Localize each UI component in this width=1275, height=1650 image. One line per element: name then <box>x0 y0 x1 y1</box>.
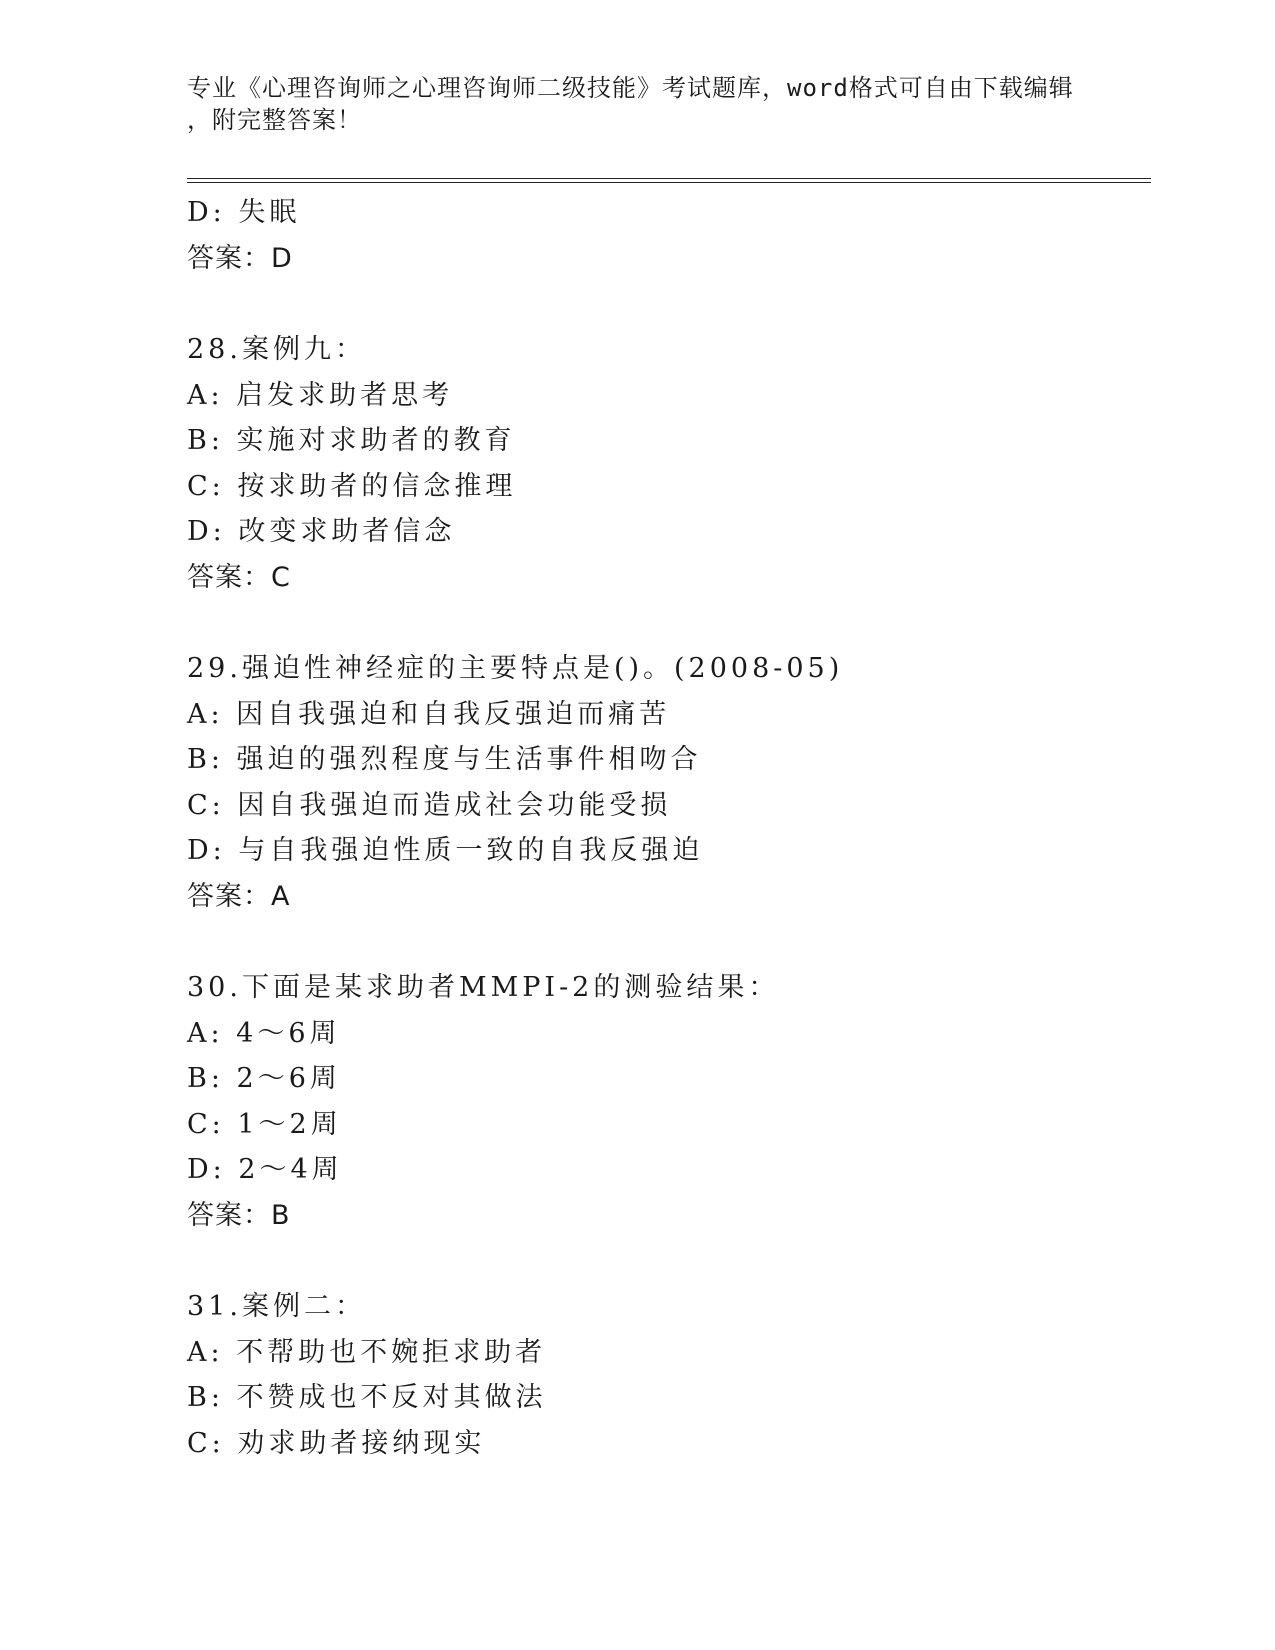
option-d: D: 2～4周 <box>187 1154 343 1185</box>
question-block-partial <box>187 190 1147 281</box>
header-divider-bottom <box>187 182 1151 183</box>
spacer <box>187 1238 1147 1284</box>
question-block-30 <box>187 965 1147 1238</box>
question-stem: 28.案例九： <box>187 334 366 365</box>
header-line-1: 专业《心理咨询师之心理咨询师二级技能》考试题库，word格式可自由下载编辑 <box>187 74 1074 102</box>
answer-line: 答案：A <box>187 880 291 912</box>
option-a: A: 不帮助也不婉拒求助者 <box>187 1336 547 1368</box>
option-c: C: 按求助者的信念推理 <box>187 470 517 502</box>
answer-line: 答案：C <box>187 561 291 593</box>
question-stem: 30.下面是某求助者MMPI-2的测验结果： <box>187 972 780 1003</box>
spacer <box>187 600 1147 646</box>
question-stem: 31.案例二： <box>187 1291 366 1322</box>
option-b: B: 2～6周 <box>187 1063 341 1094</box>
header-line-2: ，附完整答案！ <box>187 106 362 134</box>
question-stem: 29.强迫性神经症的主要特点是()。(2008-05) <box>187 653 844 684</box>
answer-line: 答案：B <box>187 1199 291 1231</box>
option-a: A: 因自我强迫和自我反强迫而痛苦 <box>187 698 671 730</box>
question-block-28 <box>187 327 1147 600</box>
spacer <box>187 919 1147 965</box>
option-a: A: 启发求助者思考 <box>187 379 454 411</box>
question-block-31 <box>187 1284 1147 1466</box>
option-c: C: 劝求助者接纳现实 <box>187 1427 486 1459</box>
option-b: B: 实施对求助者的教育 <box>187 425 516 456</box>
option-d: D: 与自我强迫性质一致的自我反强迫 <box>187 835 704 866</box>
document-header <box>187 72 1087 136</box>
question-block-29 <box>187 646 1147 919</box>
option-d: D: 失眠 <box>187 197 301 228</box>
option-a: A: 4～6周 <box>187 1017 341 1049</box>
option-c: C: 因自我强迫而造成社会功能受损 <box>187 789 672 821</box>
answer-line: 答案：D <box>187 242 293 274</box>
option-d: D: 改变求助者信念 <box>187 516 456 547</box>
option-b: B: 不赞成也不反对其做法 <box>187 1382 547 1413</box>
option-c: C: 1～2周 <box>187 1108 342 1140</box>
option-b: B: 强迫的强烈程度与生活事件相吻合 <box>187 744 702 775</box>
question-list <box>187 190 1147 1466</box>
header-divider-top <box>187 178 1151 179</box>
spacer <box>187 281 1147 327</box>
